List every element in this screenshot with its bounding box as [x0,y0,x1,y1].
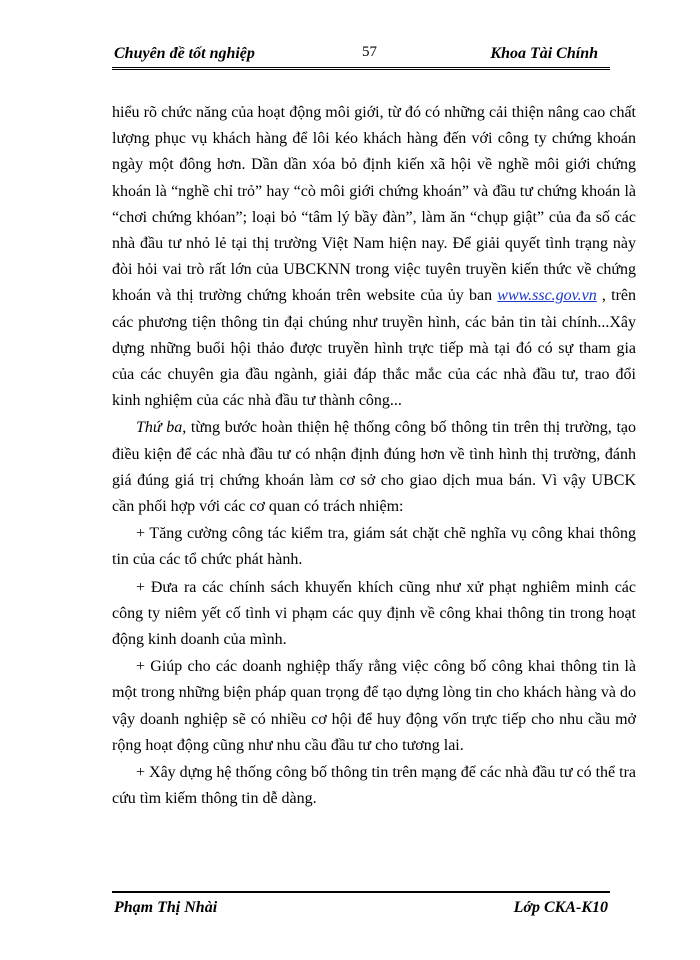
document-body [112,100,636,812]
website-link[interactable]: www.ssc.gov.vn [497,287,597,305]
paragraph-1-text-a: hiểu rõ chức năng của hoạt động môi giới, từ đó có những cải thiện nâng cao chất lượng phục vụ khách hàng để lôi kéo khách hàng đến với công ty chứng khoán ngày một đông hơn. Dần dần xóa bỏ định kiến xã hội về nghề môi giới chứng khoán là “nghề chỉ trỏ” hay “cò môi giới chứng khoán” và đầu tư chứng khoán là “chơi chứng khóan”; loại bỏ “tâm lý bầy đàn”, làm ăn “chụp giật” của đa số các nhà đầu tư nhỏ lẻ tại thị trường Việt Nam hiện nay. Để giải quyết tình trạng này đòi hỏi vai trò rất lớn của UBCKNN trong việc tuyên truyền kiến thức về chứng khoán và thị trường chứng khoán trên website của ủy ban [112,104,636,305]
bullet-item-4: + Xây dựng hệ thống công bố thông tin trên mạng để các nhà đầu tư có thể tra cứu tìm kiếm thông tin dễ dàng. [112,764,637,808]
paragraph-1 [112,100,636,414]
paragraph-2 [112,415,636,520]
bullet-item-3: + Giúp cho các doanh nghiệp thấy rằng việc công bố công khai thông tin là một trong những biện pháp quan trọng để tạo dựng lòng tin cho khách hàng và do vậy doanh nghiệp sẽ có nhiều cơ hội để huy động vốn trực tiếp cho nhu cầu mở rộng hoạt động cũng như nhu cầu đầu tư cho tương lai. [112,658,636,754]
header-faculty: Khoa Tài Chính [490,45,598,62]
paragraph-2-text: , từng bước hoàn thiện hệ thống công bố thông tin trên thị trường, tạo điều kiện để các nhà đầu tư có nhận định đúng hơn về tình hình thị trường, đánh giá đúng giá trị chứng khoán làm cơ sở cho giao dịch mua bán. Vì vậy UBCK cần phối hợp với các cơ quan có trách nhiệm: [112,419,637,516]
class-name: Lớp CKA-K10 [513,899,608,916]
header-title: Chuyên đề tốt nghiệp [114,45,255,62]
author-name: Phạm Thị Nhài [114,899,218,916]
bullet-item-1: + Tăng cường công tác kiểm tra, giám sát chặt chẽ nghĩa vụ công khai thông tin của các tổ chức phát hành. [112,525,636,569]
paragraph-1-text-b: , trên các phương tiện thông tin đại chúng như truyền hình, các bản tin tài chính...Xây dựng những buổi hội thảo được truyền hình trực tiếp mà tại đó có sự tham gia của các chuyên gia đầu ngành, giải đáp thắc mắc của các nhà đầu tư, trao đổi kinh nghiệm của các nhà đầu tư thành công... [112,287,637,410]
bullet-item-2: + Đưa ra các chính sách khuyến khích cũng như xử phạt nghiêm minh các công ty niêm yết cố tình vi phạm các quy định về công khai thông tin trong hoạt động kinh doanh của mình. [112,578,636,649]
page-header [112,43,610,70]
page-number: 57 [362,44,377,60]
paragraph-2-lead: Thứ ba [136,419,183,437]
page-footer [112,891,610,921]
